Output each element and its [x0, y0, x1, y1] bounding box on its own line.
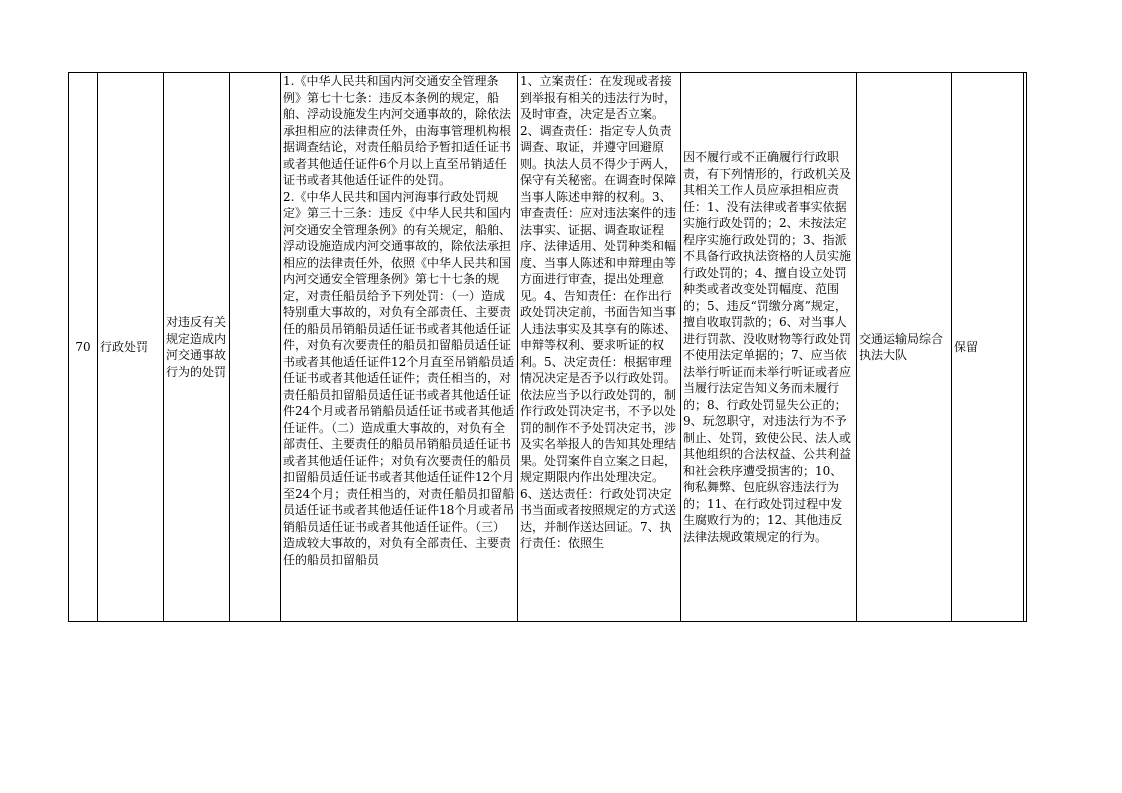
responsibility-cell: 1、立案责任：在发现或者接到举报有相关的违法行为时，及时审查，决定是否立案。2、调查责任：指定专人负责调查、取证，并遵守回避原则。执法人员不得少于两人，保守有关秘密。在调查时保障当事人陈述申辩的权利。3、审查责任：应对违法案件的违法事实、证据、调查取证程序、法律适用、处罚种类和幅度、当事人陈述和申辩理由等方面进行审查，提出处理意见。4、告知责任：在作出行政处罚决定前，书面告知当事人违法事实及其享有的陈述、申辩等权利、要求听证的权利。5、决定责任：根据审理情况决定是否予以行政处罚。依法应当予以行政处罚的，制作行政处罚决定书，不予以处罚的制作不予处罚决定书，涉及实名举报人的告知其处理结果。处罚案件自立案之日起，规定期限内作出处理决定。 6、送达责任：行政处罚决定书当面或者按照规定的方式送达，并制作送达回证。7、执行责任：依照生 — [518, 73, 681, 622]
row-number: 70 — [69, 73, 98, 622]
item-name-cell: 对违反有关规定造成内河交通事故行为的处罚 — [164, 73, 230, 622]
remark-cell — [1024, 73, 1027, 622]
legal-basis-cell: 1.《中华人民共和国内河交通安全管理条例》第七十七条：违反本条例的规定，船舶、浮动设施发生内河交通事故的，除依法承担相应的法律责任外，由海事管理机构根据调查结论，对责任船员给予暂扣适任证书或者其他适任证件6个月以上直至吊销适任证书或者其他适任证件的处罚。 2.《中华人民共和国内河海事行政处罚规定》第三十三条：违反《中华人民共和国内河交通安全管理条例》的有关规定，船舶、浮动设施造成内河交通事故的，除依法承担相应的法律责任外，依照《中华人民共和国内河交通安全管理条例》第七十七条的规定，对责任船员给予下列处罚：（一）造成特别重大事故的，对负有全部责任、主要责任的船员吊销船员适任证书或者其他适任证件，对负有次要责任的船员扣留船员适任证书或者其他适任证件12个月直至吊销船员适任证书或者其他适任证件；责任相当的，对责任船员扣留船员适任证书或者其他适任证件24个月或者吊销船员适任证书或者其他适任证件。（二）造成重大事故的，对负有全部责任、主要责任的船员吊销船员适任证书或者其他适任证件；对负有次要责任的船员扣留船员适任证书或者其他适任证件12个月至24个月；责任相当的，对责任船员扣留船员适任证书或者其他适任证件18个月或者吊销船员适任证书或者其他适任证件。（三）造成较大事故的，对负有全部责任、主要责任的船员扣留船员 — [281, 73, 518, 622]
sub-item-cell — [230, 73, 281, 622]
accountability-cell: 因不履行或不正确履行行政职责，有下列情形的，行政机关及其相关工作人员应承担相应责任：1、没有法律或者事实依据实施行政处罚的；2、未按法定程序实施行政处罚的；3、指派不具备行政执法资格的人员实施行政处罚的；4、擅自设立处罚种类或者改变处罚幅度、范围的；5、违反“罚缴分离”规定，擅自收取罚款的；6、对当事人进行罚款、没收财物等行政处罚不使用法定单据的；7、应当依法举行听证而未举行听证或者应当履行法定告知义务而未履行的；8、行政处罚显失公正的；9、玩忽职守，对违法行为不予制止、处罚，致使公民、法人或其他组织的合法权益、公共利益和社会秩序遭受损害的；10、徇私舞弊、包庇纵容违法行为的；11、在行政处罚过程中发生腐败行为的；12、其他违反法律法规政策规定的行为。 — [681, 73, 857, 622]
power-list-table — [68, 72, 1027, 622]
status-cell: 保留 — [952, 73, 1024, 622]
power-category-cell: 行政处罚 — [98, 73, 164, 622]
table-row — [69, 73, 1027, 622]
department-cell: 交通运输局综合执法大队 — [857, 73, 952, 622]
